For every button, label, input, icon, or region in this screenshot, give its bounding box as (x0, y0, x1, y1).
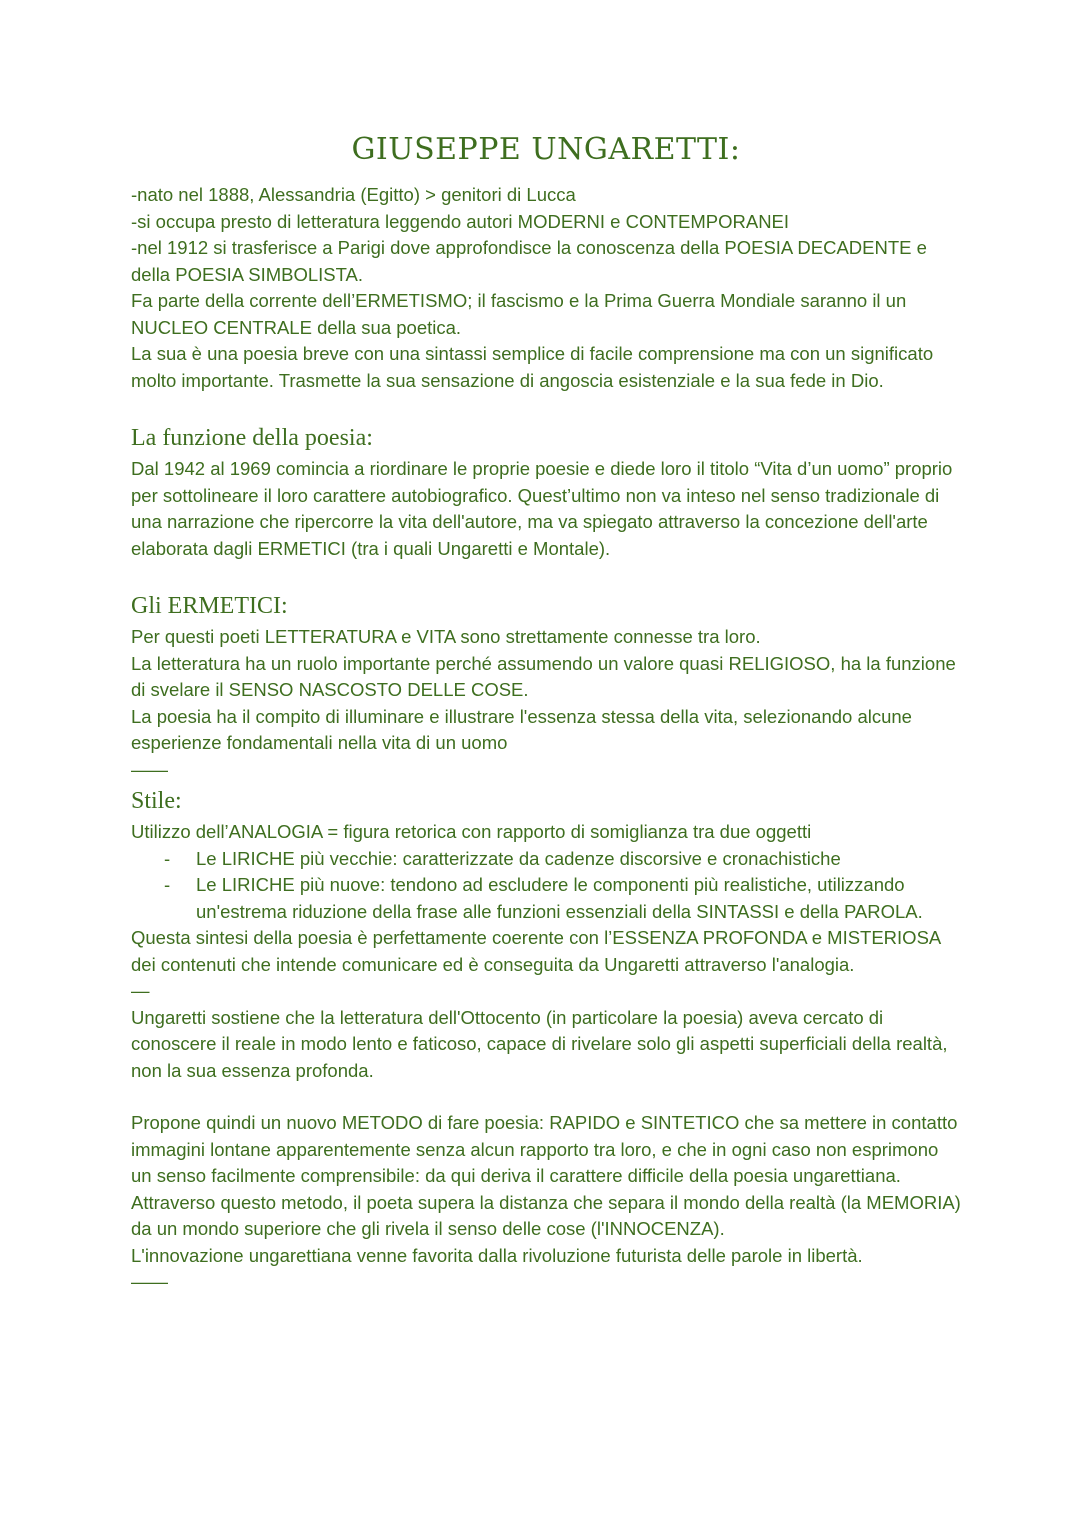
heading-ermetici: Gli ERMETICI: (131, 593, 288, 619)
stile-intro: Utilizzo dell’ANALOGIA = figura retorica con rapporto di somiglianza tra due oggetti (131, 821, 812, 842)
heading-stile: Stile: (131, 788, 182, 814)
page-title: GIUSEPPE UNGARETTI: (351, 132, 741, 167)
stile-synthesis-paragraph: Questa sintesi della poesia è perfettamente coerente con l’ESSENZA PROFONDA e MISTERIOSA dei contenuti che intende comunicare ed è conseguita da Ungaretti attraverso l'analogia. (131, 927, 941, 975)
metodo-paragraph: Propone quindi un nuovo METODO di fare poesia: RAPIDO e SINTETICO che sa mettere in contatto immagini lontane apparentemente senza alcun rapporto tra loro, e che in ogni caso non esprimono un senso facilmente comprensibile: da qui deriva il carattere difficile della poesia ungarettiana. (131, 1112, 958, 1186)
ermetici-paragraph-3: La poesia ha il compito di illuminare e illustrare l'essenza stessa della vita, selezionando alcune esperienze fondamentali nella vita di un uomo (131, 705, 912, 753)
spacer (131, 1084, 961, 1110)
spacer (131, 394, 961, 420)
funzione-paragraph: Dal 1942 al 1969 comincia a riordinare le proprie poesie e diede loro il titolo “Vita d’un uomo” proprio per sottolineare il loro carattere autobiografico. Quest’ultimo non va inteso nel senso tradizionale di una narrazione che ripercorre la vita dell'autore, ma va spiegato attraverso la concezione dell'arte elaborata dagli ERMETICI (tra i quali Ungaretti e Montale). (131, 458, 953, 559)
intro-line-poetry: La sua è una poesia breve con una sintassi semplice di facile comprensione ma con un significato molto importante. Trasmette la sua sensazione di angoscia esistenziale e la sua fede in Dio. (131, 343, 934, 391)
ermetici-paragraph-1: Per questi poeti LETTERATURA e VITA sono strettamente connesse tra loro. (131, 626, 761, 647)
ottocento-paragraph: Ungaretti sostiene che la letteratura dell'Ottocento (in particolare la poesia) aveva cercato di conoscere il reale in modo lento e faticoso, capace di rivelare solo gli aspetti superficiali della realtà, non la sua essenza profonda. (131, 1006, 948, 1081)
intro-line-paris: -nel 1912 si trasferisce a Parigi dove approfondisce la conoscenza della POESIA DECADENTE e della POESIA SIMBOLISTA. (131, 237, 927, 285)
document-page (131, 128, 961, 1296)
list-item: - Le LIRICHE più vecchie: caratterizzate da cadenze discorsive e cronachistiche (164, 846, 961, 873)
stile-bullet-list (131, 846, 961, 926)
spacer (131, 562, 961, 588)
list-item: - Le LIRICHE più nuove: tendono ad escludere le componenti più realistiche, utilizzando un'estrema riduzione della frase alle funzioni essenziali della SINTASSI e della PAROLA. (164, 872, 961, 925)
heading-funzione: La funzione della poesia: (131, 425, 373, 451)
intro-line-birth: -nato nel 1888, Alessandria (Egitto) > genitori di Lucca (131, 184, 576, 205)
intro-line-literature: -si occupa presto di letteratura leggendo autori MODERNI e CONTEMPORANEI (131, 210, 790, 232)
futurism-paragraph: L'innovazione ungarettiana venne favorita dalla rivoluzione futurista delle parole in libertà. (131, 1244, 863, 1266)
ermetici-paragraph-2: La letteratura ha un ruolo importante perché assumendo un valore quasi RELIGIOSO, ha la funzione di svelare il SENSO NASCOSTO DELLE COSE. (131, 652, 956, 700)
memoria-paragraph: Attraverso questo metodo, il poeta supera la distanza che separa il mondo della realtà (la MEMORIA) da un mondo superiore che gli rivela il senso delle cose (l'INNOCENZA). (131, 1191, 961, 1239)
intro-line-ermetismo: Fa parte della corrente dell’ERMETISMO; il fascismo e la Prima Guerra Mondiale saranno il un NUCLEO CENTRALE della sua poetica. (131, 290, 907, 338)
separator-line: — (131, 980, 150, 1001)
separator-line: —— (131, 1271, 168, 1292)
separator-line: —— (131, 758, 168, 780)
